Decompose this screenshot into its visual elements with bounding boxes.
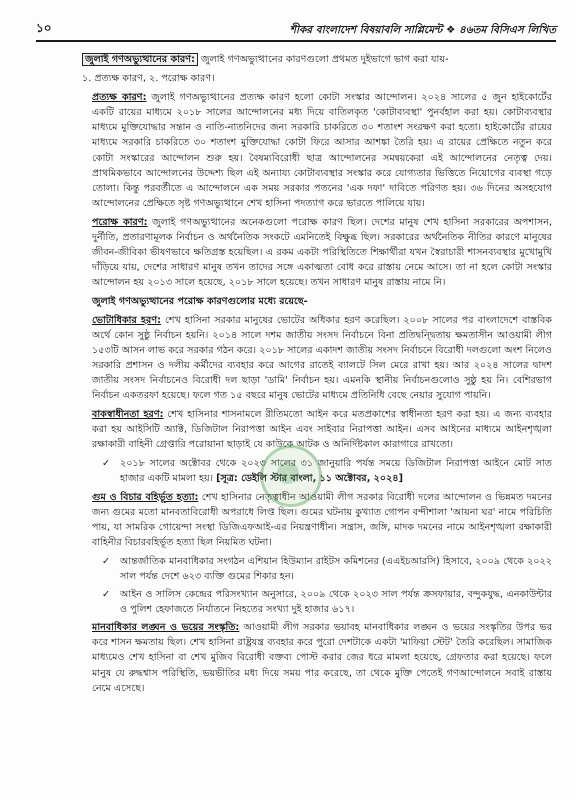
intro-list: ১. প্রত্যক্ষ কারণ, ২. পরোক্ষ কারণ।	[82, 73, 215, 85]
indirect-list-heading: জুলাই গণঅভ্যুত্থানের পরোক্ষ কারণগুলোর মধ্যে রয়েছে-	[92, 296, 308, 308]
intro-heading: জুলাই গণঅভ্যুত্থানের কারণ:	[82, 53, 198, 66]
running-header	[290, 23, 556, 40]
direct-cause-paragraph	[82, 90, 552, 211]
check-icon: ✓	[102, 555, 111, 567]
disappearance-bullet-text: আন্তর্জাতিক মানবাধিকার সংগঠন এশিয়ান হিউম্যান রাইটস কমিশনের (এএইচআরসি) হিসাবে, ২০০৯ থেকে ২০২২ সাল পর্যন্ত দেশে ৬২৩ ব্যক্তি গুমের শিকার হন।	[120, 555, 552, 582]
voting-heading: ভোটাধিকার হরণ:	[92, 314, 161, 326]
voting-paragraph	[82, 313, 552, 404]
intro-paragraph	[82, 52, 552, 67]
speech-bullet-citation: [সূত্র: ডেইলি স্টার বাংলা, ১১ অক্টোবর, ২০২৪]	[216, 473, 404, 485]
disappearance-paragraph	[82, 490, 552, 550]
publisher-brand: শীকর	[289, 24, 313, 36]
indirect-cause-text: জুলাই গণঅভ্যুত্থানের অনেকগুলো পরোক্ষ কারণ ছিল। দেশের মানুষ শেখ হাসিনা সরকারের অপশাসন, দুর্নীতি, প্রতারণামূলক নির্বাচন ও অর্থনৈতিক সংকটে এমনিতেই বিক্ষুব্ধ ছিল। সরকারের অর্থনৈতিক নীতির কারণে মানুষের জীবন-জীবিকা ভীষণভাবে ক্ষতিগ্রস্ত হয়েছিল। এ রকম একটা পরিস্থিতিতে শিক্ষার্থীরা যখন স্বৈরাচারী শাসনব্যবস্থার মুখোমুখি দাঁড়িয়ে যায়, দেশের সাধারণ মানুষ তখন তাদের সঙ্গে একাত্মতা বোধ করে রাস্তায় নেমে আসে। তা না হলে কোটা সংস্কার আন্দোলন হয় ২০১৩ সালে হয়েছে, ২০১৮ সালে হয়েছে। তখন সাধারণ মানুষ রাস্তায় নামে নি।	[92, 216, 552, 289]
intro-text: জুলাই গণঅভ্যুত্থানের কারণগুলো প্রথমত দুইভাগে ভাগ করা যায়-	[200, 54, 449, 65]
running-title: বাংলাদেশ বিষয়াবলি সাপ্লিমেন্ট ❖ ৪৬তম বিসিএস লিখিত	[315, 24, 556, 36]
speech-bullet-body: ২০১৮ সালের অক্টোবর থেকে ২০২৩ সালের ৩১ জানুয়ারি পর্যন্ত সময়ে ডিজিটাল নিরাপত্তা আইনে মোট সাত হাজার একটি মামলা হয়।	[120, 458, 552, 485]
page-header	[36, 22, 556, 42]
disappearance-bullet	[82, 587, 552, 617]
human-rights-paragraph	[82, 620, 552, 695]
watermark-logo	[260, 445, 322, 507]
page-content	[82, 52, 552, 792]
speech-paragraph	[82, 407, 552, 452]
speech-bullet-text	[120, 456, 552, 486]
human-rights-heading: মানবাধিকার লঙ্ঘন ও ভয়ের সংস্কৃতি:	[92, 622, 240, 634]
speech-heading: বাকস্বাধীনতা হরণ:	[92, 409, 164, 421]
direct-cause-heading: প্রত্যক্ষ কারণ:	[92, 92, 147, 104]
speech-text: শেখ হাসিনার শাসনামলে রীতিমতো আইন করে মতপ্রকাশের স্বাধীনতা হরণ করা হয়। এ জন্য ব্যবহার করা হয় আইসিটি অ্যাক্ট, ডিজিটাল নিরাপত্তা আইন এবং সাইবার নিরাপত্তা আইন। এসব আইনের মাধ্যমে আইনশৃঙ্খলা রক্ষাকারী বাহিনী গ্রেপ্তারি পরোয়ানা ছাড়াই যে কাউকে আটক ও অনির্দিষ্টকাল কারাগারে রাখতো।	[92, 409, 552, 451]
disappearance-bullet	[82, 554, 552, 584]
page-number: ১০	[36, 21, 52, 35]
disappearance-heading: গুম ও বিচার বহির্ভূত হত্যা:	[92, 491, 199, 503]
check-icon: ✓	[102, 458, 111, 470]
indirect-cause-heading: পরোক্ষ কারণ:	[92, 216, 148, 228]
check-icon: ✓	[102, 589, 111, 601]
disappearance-bullet-text: আইন ও সালিস কেন্দ্রের পরিসংখ্যান অনুসারে, ২০০৯ থেকে ২০২৩ সাল পর্যন্ত ক্রসফায়ার, বন্দুকযুদ্ধ, এনকাউন্টার ও পুলিশ হেফাজতে নির্যাতনে নিহতের সংখ্যা দুই হাজার ৬১৭।	[120, 589, 552, 616]
voting-text: শেখ হাসিনা সরকার মানুষের ভোটের অধিকার হরণ করেছিল। ২০০৮ সালের পর বাংলাদেশে বাস্তবিক অর্থে কোন সুষ্ঠু নির্বাচন হয়নি। ২০১৪ সালে দশম জাতীয় সংসদ নির্বাচনে বিনা প্রতিদ্বন্দ্বিতায় ক্ষমতাসীন আওয়ামী লীগ ১৫৩টি আসন লাভ করে সরকার গঠন করে। ২০১৮ সালের একাদশ জাতীয় সংসদ নির্বাচনে বিরোধী দলগুলো অংশ নিলেও সরকারি প্রশাসন ও দলীয় কর্মীদের ব্যবহার করে আগের রাতেই ব্যালটে সিল মেরে রাখা হয়। আর ২০২৪ সালের দ্বাদশ জাতীয় সংসদ নির্বাচনেও বিরোধী দল ছাড়া 'ডামি' নির্বাচন হয়। এমনকি স্থানীয় নির্বাচনগুলোও সুষ্ঠু হয় নি। বেশিরভাগ নির্বাচন একতরফা হয়েছে। ফলে গত ১৫ বছরে মানুষ ভোটের মাধ্যমে প্রতিনিধি বেছে নেয়ার সুযোগ পায়নি।	[92, 314, 552, 401]
human-rights-text: আওয়ামী লীগ সরকার ভয়াবহ মানবাধিকার লঙ্ঘন ও ভয়ের সংস্কৃতির উপর ভর করে শাসন ক্ষমতায় ছিল। শেখ হাসিনা রাষ্ট্রযন্ত্র ব্যবহার করে পুরো দেশটাকে একটা 'মাফিয়া স্টেট' তৈরি করেছিল। সামাজিক মাধ্যমেও শেখ হাসিনা বা শেখ মুজিব বিরোধী বক্তব্য পোস্ট করার জের ধরে মামলা হয়েছে, গ্রেফতার করা হয়েছে। ফলে মানুষ যে রুদ্ধশ্বাস পরিস্থিতি, ভয়ভীতির মধ্য দিয়ে সময় পার করেছে, তা থেকে মুক্তি পেতেই গণআন্দোলনে সবাই রাস্তায় নেমে এসেছে।	[92, 622, 552, 694]
indirect-cause-paragraph	[82, 215, 552, 290]
direct-cause-text: জুলাই গণঅভ্যুত্থানের প্রত্যক্ষ কারণ হলো কোটা সংস্কার আন্দোলন। ২০২৪ সালের ৫ জুন হাইকোর্টের একটি রায়ের মাধ্যমে ২০১৮ সালের আন্দোলনের মধ্য দিয়ে বাতিলকৃত 'কোটাব্যবস্থা' পুনর্বহাল করা হয়। কোটাব্যবস্থার মাধ্যমে মুক্তিযোদ্ধার সন্তান ও নাতি-নাতনিদের জন্য সরকারি চাকরিতে ৩০ শতাংশ সংরক্ষণ করা হতো। হাইকোর্টের রায়ের মাধ্যমে সরকারি চাকরিতে ৩০ শতাংশ মুক্তিযোদ্ধা কোটা ফিরে আসার আশঙ্কা তৈরি হয়। এ রায়ের প্রেক্ষিতে নতুন করে কোটা সংস্কারের আন্দোলন শুরু হয়। বৈষম্যবিরোধী ছাত্র আন্দোলনের সমন্বয়কেরা এই আন্দোলনের নেতৃত্ব দেয়। প্রাথমিকভাবে আন্দোলনের উদ্দেশ্য ছিল এই অন্যায্য কোটাব্যবস্থার সংস্কার করে যোগ্যতার ভিত্তিতে নিয়োগের ব্যবস্থা গড়ে তোলা। কিন্তু পরবর্তীতে এ আন্দোলনে এক সময় সরকার পতনের 'এক দফা' দাবিতে পরিণত হয়। ৩৬ দিনের অসহযোগ আন্দোলনের প্রেক্ষিতে সৃষ্ট গণঅভ্যুত্থানে শেখ হাসিনা পদত্যাগ করে ভারতে পালিয়ে যায়।	[92, 92, 552, 209]
disappearance-text: শেখ হাসিনার নেতৃত্বাধীন আওয়ামী লীগ সরকার বিরোধী দলের আন্দোলন ও ভিন্নমত দমনের জন্য গুমের মতো মানবতাবিরোধী অপরাধে লিপ্ত ছিল। গুমের ঘটনায় কুখ্যাত গোপন বন্দীশালা 'আয়না ঘর' নামে পরিচিতি পায়, যা সামরিক গোয়েন্দা সংস্থা ডিজিএফআই-এর নিয়ন্ত্রণাধীন। সন্ত্রাস, জঙ্গি, মাদক দমনের নামে আইনশৃঙ্খলা রক্ষাকারী বাহিনীর বিচারবহির্ভূত হত্যা ছিল নিয়মিত ঘটনা।	[92, 491, 552, 548]
